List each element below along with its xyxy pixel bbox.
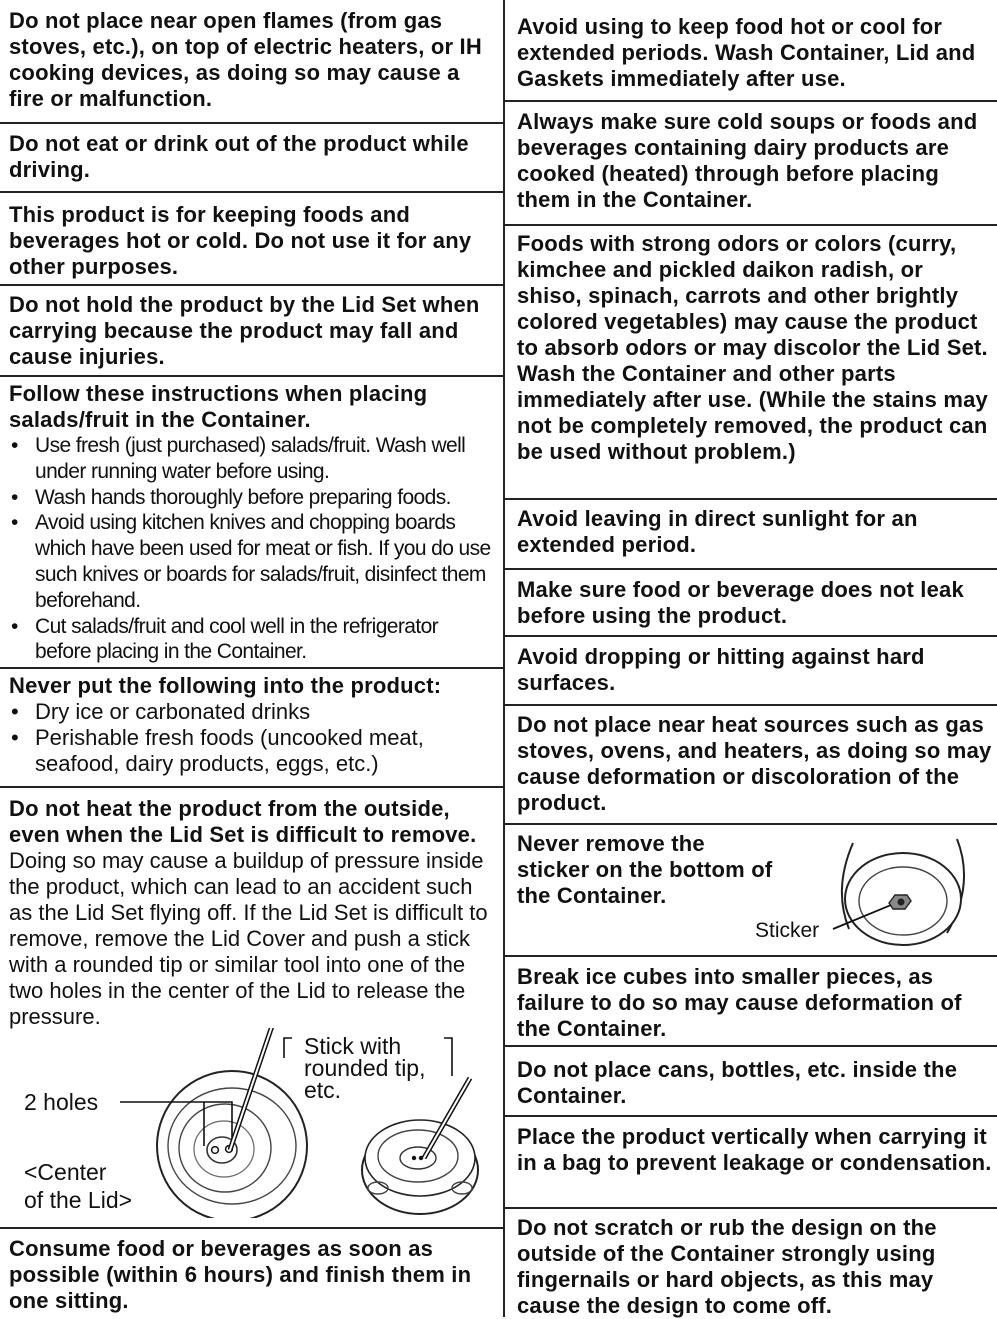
sticker-label: Sticker [755,919,820,942]
caution-text: Do not place cans, bottles, etc. inside the Container. [517,1057,958,1108]
holes-label: 2 holes [24,1089,99,1115]
right-column [505,0,997,1317]
caution-leak-check [505,568,997,635]
prohibited-list [9,699,497,777]
center-label-line1: <Center [24,1159,107,1185]
caution-lid-carrying [0,284,503,375]
caution-text: Foods with strong odors or colors (curry, kimchee and pickled daikon radish, or shiso, spinach, carrots and other brightly colored vegetables) may cause the product to absorb odors or may discolor the Lid Set. Wash the Container and other parts immediately after use. (While the stains may not be completely removed, the product can be used without problem.) [517,231,988,464]
caution-text: Avoid using to keep food hot or cool for extended periods. Wash Container, Lid and Gaskets immediately after use. [517,14,976,91]
list-item: • Cut salads/fruit and cool well in the refrigerator before placing in the Container. [9,614,497,666]
caution-text: Make sure food or beverage does not leak before using the product. [517,577,964,628]
caution-ice-cubes [505,955,997,1045]
list-item: • Use fresh (just purchased) salads/fruit. Wash well under running water before using. [9,433,497,485]
caution-text: Do not eat or drink out of the product while driving. [9,131,469,182]
caution-text: Avoid dropping or hitting against hard surfaces. [517,644,925,695]
caution-heat-sources [505,704,997,823]
caution-cans-bottles [505,1045,997,1115]
caution-sticker [505,823,997,955]
caution-extended-periods [505,14,997,100]
list-item: • Wash hands thoroughly before preparing foods. [9,485,497,511]
center-label-line2: of the Lid> [24,1187,133,1213]
stick-label-line2: rounded tip, [304,1055,426,1081]
sticker-text-line2: sticker on the bottom of [517,857,773,882]
caution-strong-odors [505,224,997,498]
caution-sunlight [505,498,997,568]
caution-purpose [0,191,503,284]
list-item: • Dry ice or carbonated drinks [9,699,497,725]
caution-text: Always make sure cold soups or foods and beverages containing dairy products are cooked (heated) through before placing them in the Container. [517,109,978,212]
caution-dropping [505,635,997,704]
caution-driving [0,122,503,191]
stick-label-line1: Stick with [304,1033,402,1059]
stick-label-line3: etc. [304,1077,342,1103]
caution-cold-soups [505,100,997,224]
section-heading: Follow these instructions when placing salads/fruit in the Container. [9,381,428,432]
caution-text: Do not scratch or rub the design on the outside of the Container strongly using fingernails or hard objects, as this may cause the design to come off. [517,1215,937,1318]
caution-text: Do not place near open flames (from gas stoves, etc.), on top of electric heaters, or IH cooking devices, as doing so may cause a fire or malfunction. [9,8,482,111]
sticker-text-line1: Never remove the [517,831,705,856]
caution-do-not-heat [0,786,503,1227]
list-item: • Perishable fresh foods (uncooked meat, seafood, dairy products, eggs, etc.) [9,725,497,777]
caution-text: Place the product vertically when carrying it in a bag to prevent leakage or condensation. [517,1124,992,1175]
instruction-list [9,433,497,665]
caution-open-flames [0,8,503,122]
caution-salads-fruit [0,375,503,667]
sticker-diagram [735,829,997,953]
section-heading: Never put the following into the product: [9,673,442,698]
list-item: • Avoid using kitchen knives and chopping boards which have been used for meat or fish. If you do use such knives or boards for salads/fruit, disinfect them beforehand. [9,510,497,613]
caution-text: Consume food or beverages as soon as possible (within 6 hours) and finish them in one sitting. [9,1236,472,1313]
sticker-text-line3: the Container. [517,883,667,908]
caution-never-put [0,667,503,786]
caution-design-scratch [505,1207,997,1317]
caution-text: Avoid leaving in direct sunlight for an extended period. [517,506,918,557]
caution-text: Do not place near heat sources such as gas stoves, ovens, and heaters, as doing so may cause deformation or discoloration of the product. [517,712,992,815]
caution-text: Do not hold the product by the Lid Set when carrying because the product may fall and cause injuries. [9,292,480,369]
caution-vertical-carry [505,1115,997,1207]
section-heading: Do not heat the product from the outside, even when the Lid Set is difficult to remove. [9,796,477,847]
lid-diagram [0,1028,503,1218]
caution-text: Break ice cubes into smaller pieces, as failure to do so may cause deformation of the Container. [517,964,962,1041]
caution-consume-soon [0,1227,503,1317]
caution-text: This product is for keeping foods and beverages hot or cold. Do not use it for any other purposes. [9,202,472,279]
section-body: Doing so may cause a buildup of pressure inside the product, which can lead to an accident such as the Lid Set flying off. If the Lid Set is difficult to remove, remove the Lid Cover and push a stick with a rounded tip or similar tool into one of the two holes in the center of the Lid to release the pressure. [9,848,488,1029]
